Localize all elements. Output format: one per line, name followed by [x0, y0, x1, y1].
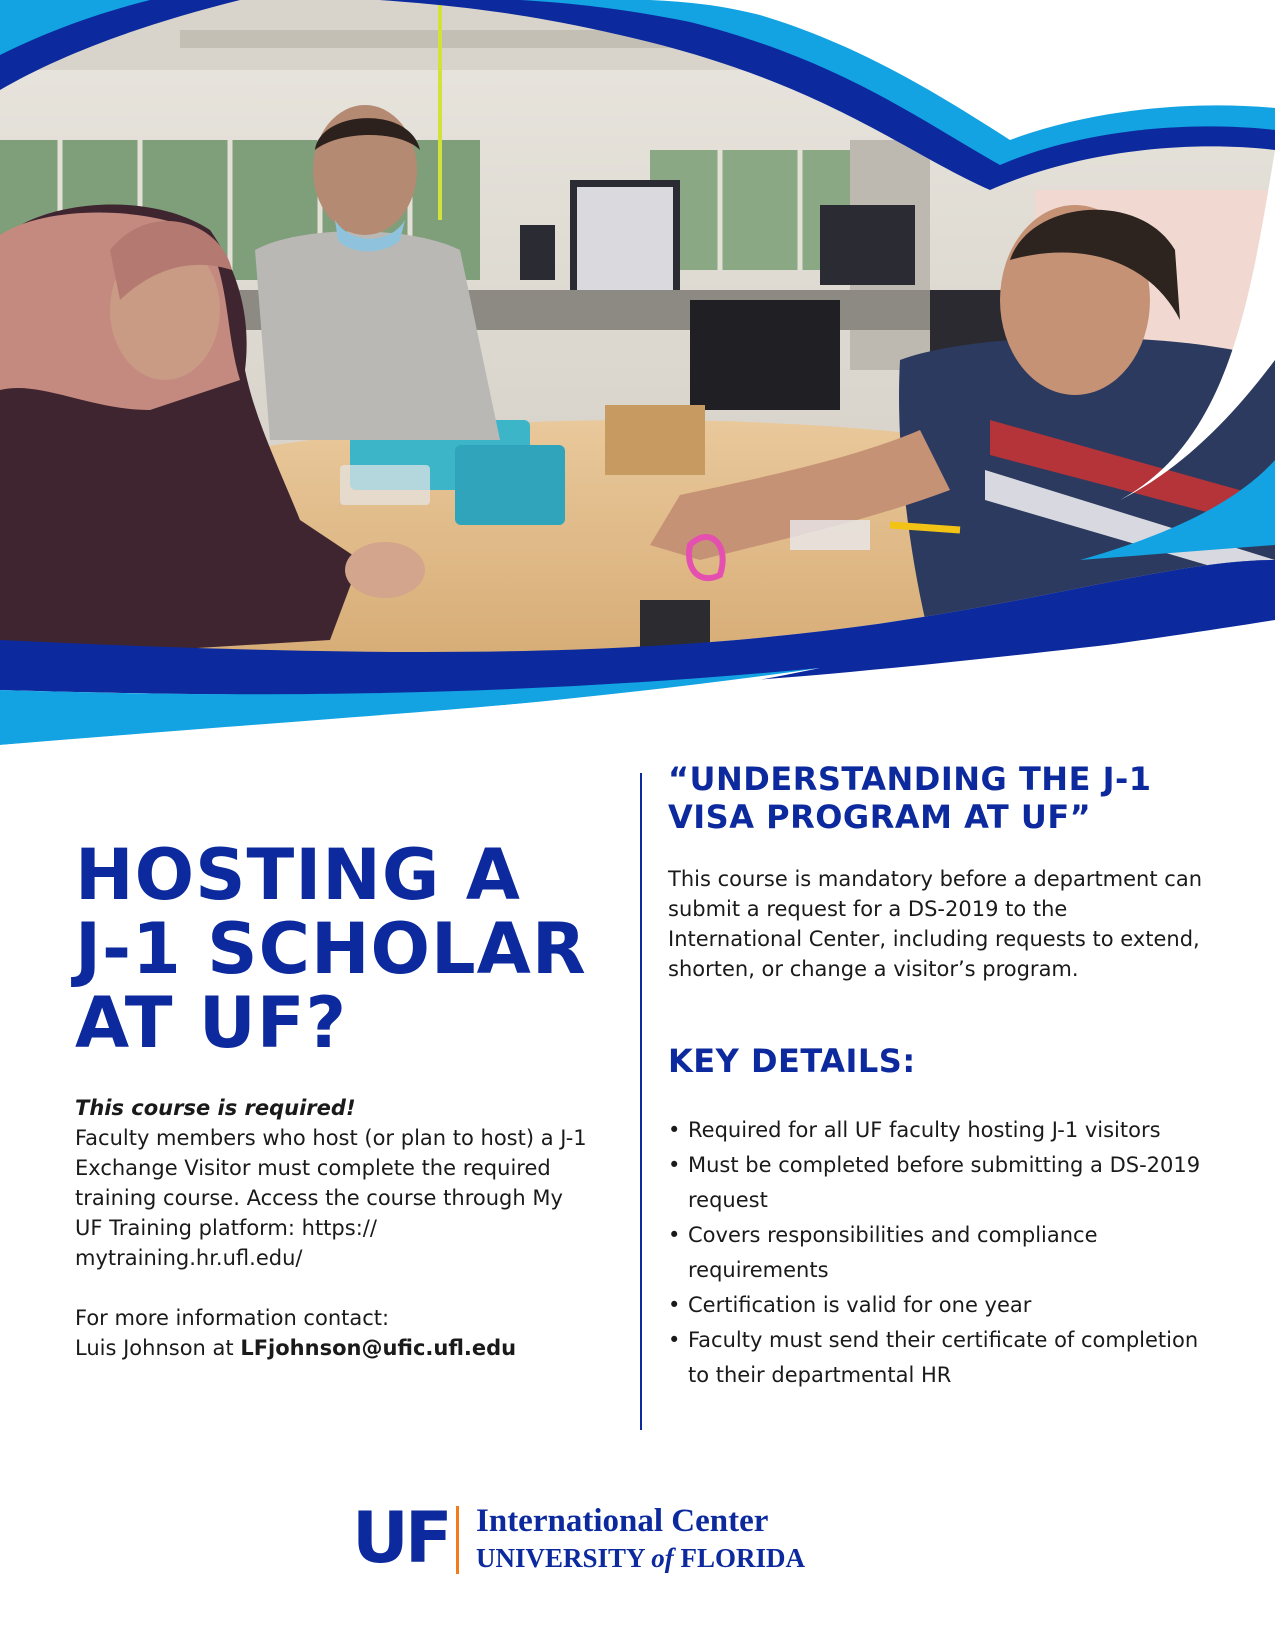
bullet-icon: •	[668, 1293, 681, 1317]
university-name: UNIVERSITY of FLORIDA	[476, 1543, 806, 1573]
right-column	[668, 760, 1228, 1393]
course-description: This course is mandatory before a department can submit a request for a DS-2019 to the International Center, including requests to extend, shorten, or change a visitor’s program.	[668, 867, 1203, 981]
bullet-icon: •	[668, 1153, 681, 1177]
contact-label: For more information contact:	[75, 1306, 390, 1330]
list-item: • Must be completed before submitting a DS-2019 request	[668, 1148, 1208, 1218]
list-item: • Faculty must send their certificate of completion to their departmental HR	[668, 1323, 1208, 1393]
course-title: “UNDERSTANDING THE J-1 VISA PROGRAM AT UF”	[668, 760, 1152, 836]
bullet-icon: •	[668, 1328, 681, 1352]
bullet-icon: •	[668, 1223, 681, 1247]
contact-email-link[interactable]: LFjohnson@ufic.ufl.edu	[240, 1336, 517, 1360]
required-note: This course is required!	[75, 1096, 356, 1120]
course-instructions: Faculty members who host (or plan to host) a J-1 Exchange Visitor must complete the required training course. Access the course through My UF Training platform: https:// mytraining.hr.ufl.edu/	[75, 1126, 587, 1270]
list-item: • Covers responsibilities and compliance requirements	[668, 1218, 1208, 1288]
org-name: International Center	[476, 1503, 769, 1539]
logo-divider	[456, 1506, 459, 1574]
column-divider	[640, 773, 642, 1430]
contact-block	[75, 1303, 595, 1363]
contact-name: Luis Johnson at	[75, 1336, 241, 1360]
page-title: HOSTING A J-1 SCHOLAR AT UF?	[75, 834, 587, 1064]
uf-international-center-logo	[352, 1497, 832, 1582]
list-item: • Certification is valid for one year	[668, 1288, 1208, 1323]
uf-logo-mark: UF	[352, 1497, 449, 1579]
list-item: • Required for all UF faculty hosting J-1 visitors	[668, 1113, 1208, 1148]
bullet-icon: •	[668, 1118, 681, 1142]
hero-photo	[0, 0, 1275, 760]
key-details-list	[668, 1113, 1208, 1393]
key-details-title: KEY DETAILS:	[668, 1042, 916, 1080]
left-body	[75, 1093, 595, 1363]
